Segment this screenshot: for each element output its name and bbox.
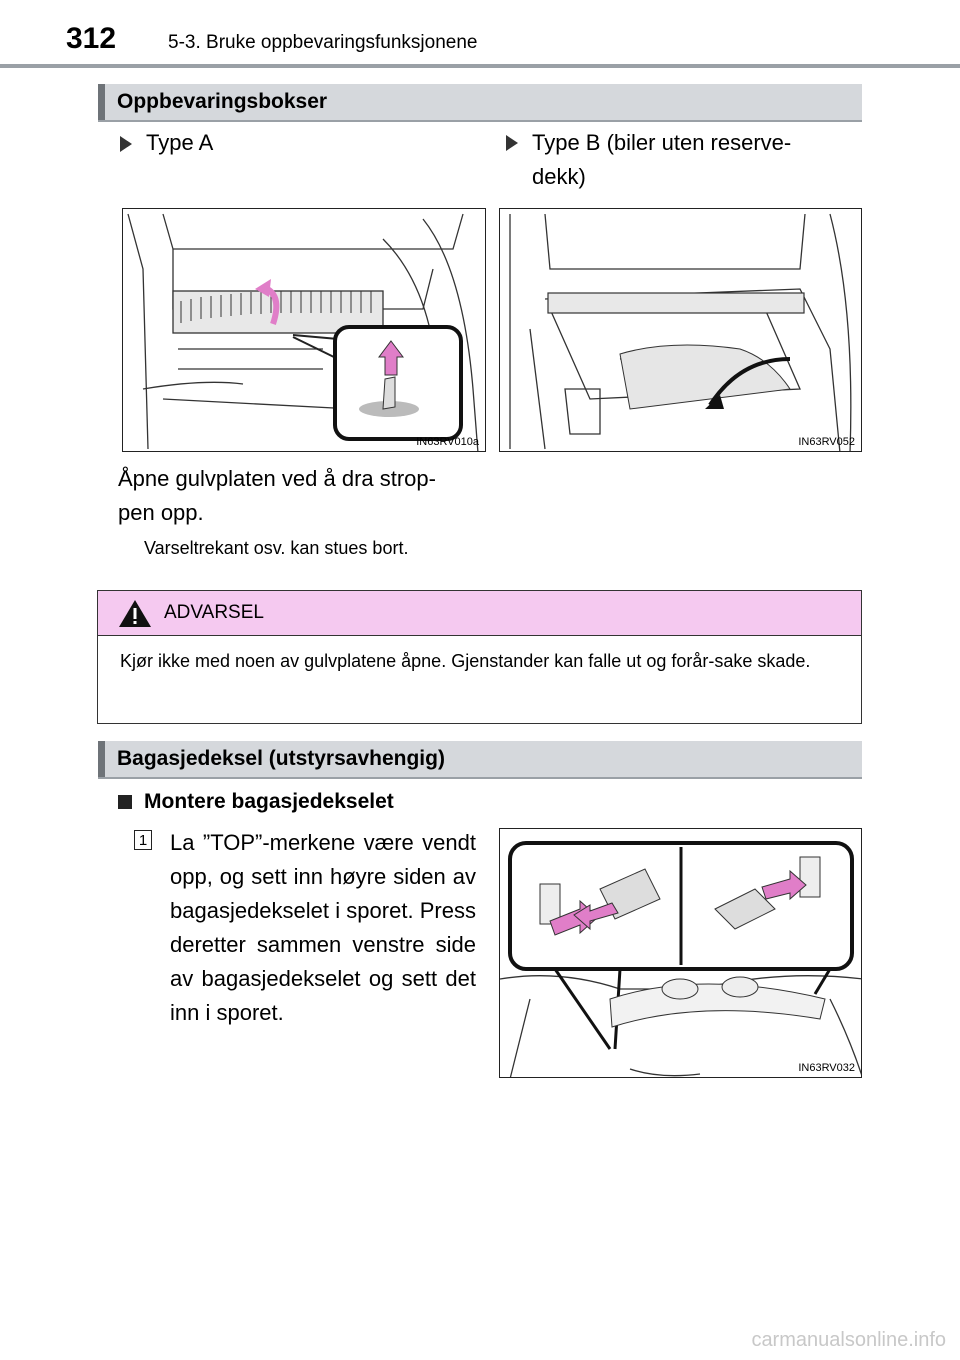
chapter-title: 5-3. Bruke oppbevaringsfunksjonene <box>168 32 478 53</box>
figure-type-a <box>122 208 486 452</box>
triangle-bullet-icon <box>506 135 518 151</box>
luggage-floor-illustration-b <box>500 209 862 452</box>
section-heading-label: Oppbevaringsbokser <box>117 90 328 113</box>
step-text: La ”TOP”-merkene være vendt opp, og sett inn høyre siden av bagasjedekselet i sporet. Press deretter sammen venstre side av bagasjedekselet og sett det inn i sporet. <box>170 830 476 1025</box>
luggage-cover-illustration <box>500 829 862 1078</box>
instruction-line-1: Åpne gulvplaten ved å dra strop- <box>118 466 436 491</box>
type-b-label <box>506 126 858 194</box>
warning-header <box>98 591 861 636</box>
section-heading-label: Bagasjedeksel (utstyrsavhengig) <box>117 747 445 770</box>
step-number: 1 <box>134 830 152 850</box>
type-a-text: Type A <box>146 130 214 155</box>
triangle-bullet-icon <box>120 136 132 152</box>
warning-title: ADVARSEL <box>164 602 264 623</box>
type-b-text-line1: Type B (biler uten reserve- <box>532 130 792 155</box>
figure-code-b: IN63RV052 <box>798 436 855 448</box>
figure-luggage-cover <box>499 828 862 1078</box>
luggage-floor-illustration-a <box>123 209 486 452</box>
figure-code-a: IN63RV010a <box>416 436 479 448</box>
watermark: carmanualsonline.info <box>751 1329 946 1351</box>
stowage-note: Varseltrekant osv. kan stues bort. <box>144 538 409 558</box>
page-number: 312 <box>66 22 117 55</box>
header-divider <box>0 64 960 68</box>
subheading-install-cover <box>118 790 394 814</box>
figure-type-b <box>499 208 862 452</box>
warning-box <box>97 590 862 724</box>
subheading-text: Montere bagasjedekselet <box>144 790 394 813</box>
figure-code-c: IN63RV032 <box>798 1062 855 1074</box>
warning-text: Kjør ikke med noen av gulvplatene åpne. Gjenstander kan falle ut og forår-sake skade. <box>120 651 811 671</box>
warning-triangle-icon <box>118 598 152 628</box>
section-heading-storage-boxes <box>98 84 862 120</box>
type-a-label <box>120 126 213 160</box>
instruction-text <box>118 462 476 530</box>
square-bullet-icon <box>118 795 132 809</box>
type-b-text-line2: dekk) <box>532 164 586 189</box>
section-heading-luggage-cover <box>98 741 862 777</box>
instruction-line-2: pen opp. <box>118 500 204 525</box>
